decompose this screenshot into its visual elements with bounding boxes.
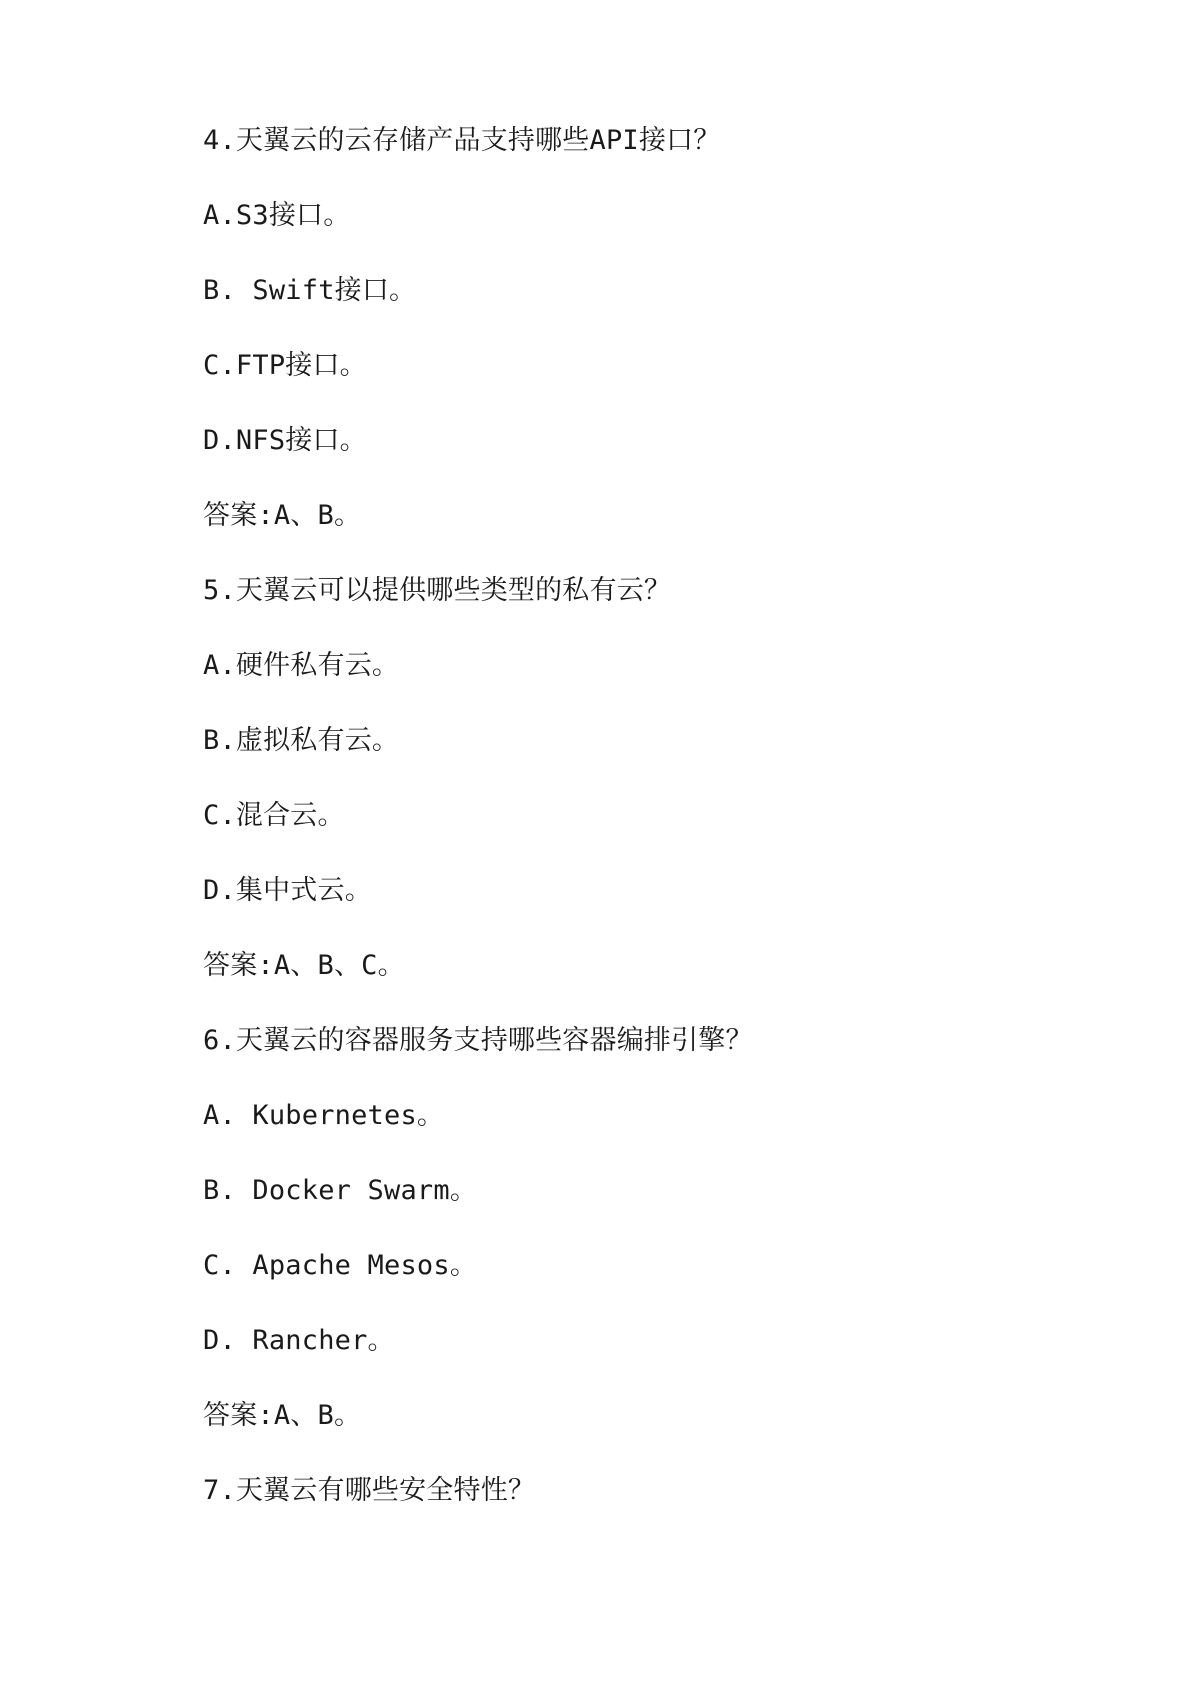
question-6-option-d: D. Rancher。 <box>203 1325 395 1356</box>
question-6-answer: 答案:A、B。 <box>203 1400 362 1431</box>
question-7-text: 7.天翼云有哪些安全特性？ <box>203 1475 536 1506</box>
question-4-answer: 答案:A、B。 <box>203 500 362 531</box>
question-5-option-c: C.混合云。 <box>203 800 345 831</box>
question-4-option-a: A.S3接口。 <box>203 200 351 231</box>
question-4-option-b: B. Swift接口。 <box>203 275 417 306</box>
question-4-option-d: D.NFS接口。 <box>203 425 367 456</box>
question-4-text: 4.天翼云的云存储产品支持哪些API接口？ <box>203 125 721 156</box>
question-5-option-b: B.虚拟私有云。 <box>203 725 400 756</box>
question-5-text: 5.天翼云可以提供哪些类型的私有云？ <box>203 575 672 606</box>
question-6-option-b: B. Docker Swarm。 <box>203 1175 478 1206</box>
question-5-option-a: A.硬件私有云。 <box>203 650 400 681</box>
question-6-option-a: A. Kubernetes。 <box>203 1100 445 1131</box>
question-6-text: 6.天翼云的容器服务支持哪些容器编排引擎？ <box>203 1025 753 1056</box>
document-body <box>203 118 1083 1543</box>
question-5-answer: 答案:A、B、C。 <box>203 950 405 981</box>
question-5-option-d: D.集中式云。 <box>203 875 372 906</box>
question-6-option-c: C. Apache Mesos。 <box>203 1250 478 1281</box>
question-4-option-c: C.FTP接口。 <box>203 350 367 381</box>
